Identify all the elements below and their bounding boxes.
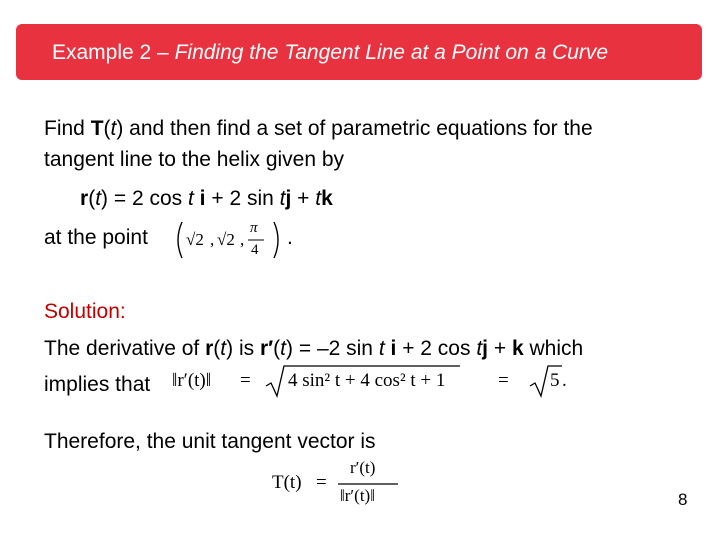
norm-expression: ‖r′(t)‖ = 4 sin² t + 4 cos² t + 1 = 5 . xyxy=(170,362,570,402)
norm-lhs: ‖r′(t)‖ xyxy=(172,370,212,391)
body-line-1: Find T(t) and then find a set of parametric equations for the xyxy=(44,117,593,140)
slide-number: 8 xyxy=(678,490,688,509)
point-y: √2 xyxy=(217,230,235,249)
unit-tangent-expression: T(t) = r′(t) ‖r′(t)‖ xyxy=(272,456,402,512)
T-denominator: ‖r′(t)‖ xyxy=(340,486,375,505)
title-prefix: Example 2 – xyxy=(52,41,175,64)
point-expression: √2 , √2 , π 4 xyxy=(172,218,287,262)
norm-result: 5 xyxy=(550,370,560,391)
slide-title xyxy=(52,41,608,65)
title-italic: Finding the Tangent Line at a Point on a Curve xyxy=(174,41,609,64)
derivative-line: The derivative of r(t) is r′(t) = –2 sin t i + 2 cos tj + k which xyxy=(44,337,584,360)
point-z-numerator: π xyxy=(250,220,258,236)
solution-label: Solution: xyxy=(44,300,126,323)
position-vector-equation: r(t) = 2 cos t i + 2 sin tj + tk xyxy=(80,187,333,210)
T-numerator: r′(t) xyxy=(350,458,376,477)
radicand: 4 sin² t + 4 cos² t + 1 xyxy=(288,370,446,391)
point-label: at the point xyxy=(44,226,148,249)
fraction-bar xyxy=(272,456,402,512)
implies-label: implies that xyxy=(44,373,151,396)
point-x: √2 xyxy=(186,230,204,249)
point-z-denominator: 4 xyxy=(251,242,259,258)
T-lhs: T(t) xyxy=(272,472,302,493)
therefore-line: Therefore, the unit tangent vector is xyxy=(44,430,376,453)
body-line-2: tangent line to the helix given by xyxy=(44,148,345,171)
